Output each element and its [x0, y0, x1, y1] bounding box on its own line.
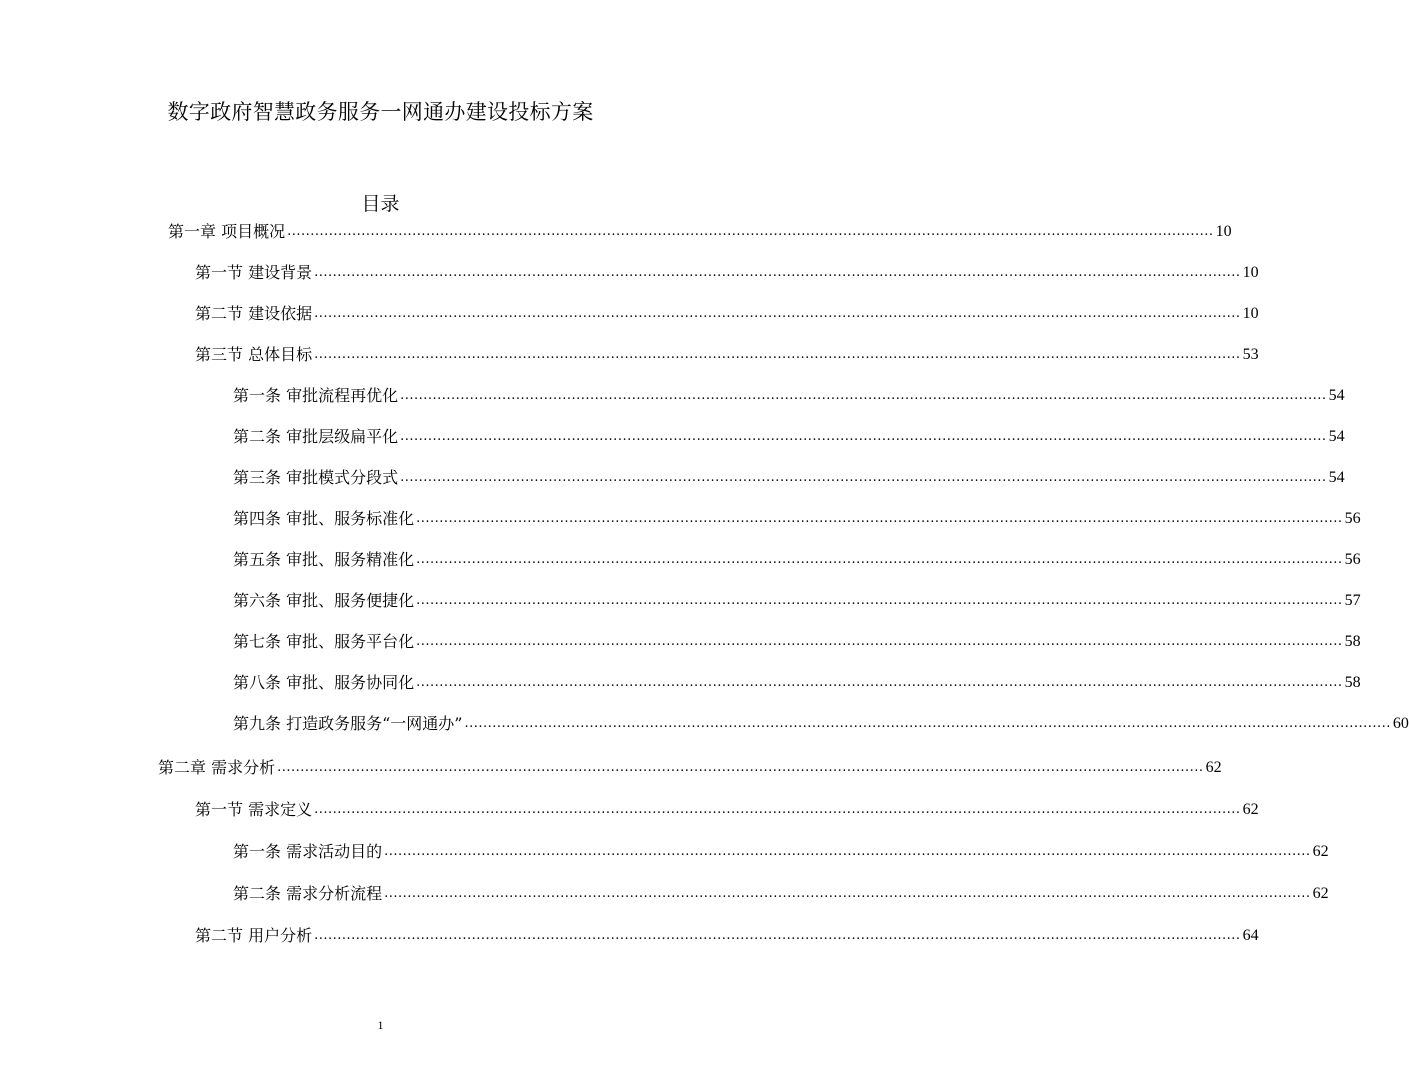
- toc-entry-label: 第七条 审批、服务平台化: [233, 632, 415, 651]
- toc-entry[interactable]: [195, 924, 1259, 948]
- toc-entry-page: 60: [1392, 715, 1409, 732]
- toc-entry-page: 10: [1215, 223, 1232, 240]
- toc-leader-dots: ........................................................................................................................................................................................................: [384, 886, 1311, 901]
- toc-leader-dots: ........................................................................................................................................................................................................: [416, 593, 1343, 608]
- toc-leader-dots: ........................................................................................................................................................................................................: [416, 552, 1343, 567]
- toc-entry-label: 第一节 建设背景: [195, 263, 313, 282]
- toc-entry[interactable]: [233, 671, 1361, 695]
- toc-entry-page: 56: [1344, 510, 1361, 527]
- toc-entry-label: 第六条 审批、服务便捷化: [233, 591, 415, 610]
- toc-entry-label: 第三条 审批模式分段式: [233, 468, 399, 487]
- page-number: 1: [377, 1018, 384, 1032]
- toc-entry[interactable]: [233, 466, 1345, 490]
- toc-entry-label: 第三节 总体目标: [195, 345, 313, 364]
- toc-entry[interactable]: [233, 882, 1329, 906]
- toc-entry-label: 第二节 建设依据: [195, 304, 313, 323]
- toc-entry-label: 第四条 审批、服务标准化: [233, 509, 415, 528]
- toc-entry-label: 第一条 需求活动目的: [233, 842, 383, 861]
- toc-heading: 目录: [361, 193, 400, 215]
- toc-entry-label: 第二条 审批层级扁平化: [233, 427, 399, 446]
- toc-leader-dots: ........................................................................................................................................................................................................: [314, 928, 1241, 943]
- toc-entry[interactable]: [233, 630, 1361, 654]
- toc-entry-page: 54: [1328, 469, 1345, 486]
- toc-entry[interactable]: [195, 798, 1259, 822]
- toc-leader-dots: ........................................................................................................................................................................................................: [314, 306, 1241, 321]
- toc-entry[interactable]: [233, 384, 1345, 408]
- toc-entry-label: 第九条 打造政务服务“一网通办”: [233, 714, 463, 733]
- toc-entry-page: 54: [1328, 387, 1345, 404]
- toc-entry[interactable]: [233, 507, 1361, 531]
- toc-entry-page: 54: [1328, 428, 1345, 445]
- toc-leader-dots: ........................................................................................................................................................................................................: [314, 802, 1241, 817]
- toc-entry[interactable]: [195, 302, 1259, 326]
- toc-leader-dots: ........................................................................................................................................................................................................: [400, 470, 1327, 485]
- toc-entry[interactable]: [158, 756, 1222, 780]
- toc-entry-label: 第八条 审批、服务协同化: [233, 673, 415, 692]
- toc-entry[interactable]: [195, 261, 1259, 285]
- toc-entry-page: 10: [1242, 305, 1259, 322]
- toc-entry-label: 第二条 需求分析流程: [233, 884, 383, 903]
- toc-entry[interactable]: [233, 712, 1409, 736]
- toc-entry-label: 第二节 用户分析: [195, 926, 313, 945]
- toc-entry[interactable]: [233, 589, 1361, 613]
- toc-entry-page: 64: [1242, 927, 1259, 944]
- toc-entry-label: 第五条 审批、服务精准化: [233, 550, 415, 569]
- toc-entry-page: 57: [1344, 592, 1361, 609]
- toc-leader-dots: ........................................................................................................................................................................................................: [400, 388, 1327, 403]
- toc-entry[interactable]: [233, 548, 1361, 572]
- toc-leader-dots: ........................................................................................................................................................................................................: [464, 716, 1391, 731]
- toc-entry-page: 62: [1205, 759, 1222, 776]
- toc-leader-dots: ........................................................................................................................................................................................................: [416, 511, 1343, 526]
- toc-entry-label: 第二章 需求分析: [158, 758, 276, 777]
- toc-entry-page: 53: [1242, 346, 1259, 363]
- document-title: 数字政府智慧政务服务一网通办建设投标方案: [167, 100, 594, 124]
- toc-entry-page: 62: [1312, 885, 1329, 902]
- toc-leader-dots: ........................................................................................................................................................................................................: [416, 634, 1343, 649]
- toc-entry-page: 58: [1344, 633, 1361, 650]
- toc-entry-page: 62: [1242, 801, 1259, 818]
- toc-entry[interactable]: [233, 425, 1345, 449]
- toc-leader-dots: ........................................................................................................................................................................................................: [277, 760, 1204, 775]
- toc-entry[interactable]: [195, 343, 1259, 367]
- toc-leader-dots: ........................................................................................................................................................................................................: [416, 675, 1343, 690]
- toc-leader-dots: ........................................................................................................................................................................................................: [287, 224, 1214, 239]
- toc-leader-dots: ........................................................................................................................................................................................................: [384, 844, 1311, 859]
- toc-leader-dots: ........................................................................................................................................................................................................: [400, 429, 1327, 444]
- toc-leader-dots: ........................................................................................................................................................................................................: [314, 265, 1241, 280]
- toc-entry-page: 10: [1242, 264, 1259, 281]
- toc-leader-dots: ........................................................................................................................................................................................................: [314, 347, 1241, 362]
- toc-entry[interactable]: [168, 220, 1232, 244]
- toc-entry-label: 第一条 审批流程再优化: [233, 386, 399, 405]
- toc-entry-page: 58: [1344, 674, 1361, 691]
- toc-entry[interactable]: [233, 840, 1329, 864]
- toc-entry-label: 第一章 项目概况: [168, 222, 286, 241]
- toc-entry-page: 56: [1344, 551, 1361, 568]
- toc-entry-label: 第一节 需求定义: [195, 800, 313, 819]
- toc-entry-page: 62: [1312, 843, 1329, 860]
